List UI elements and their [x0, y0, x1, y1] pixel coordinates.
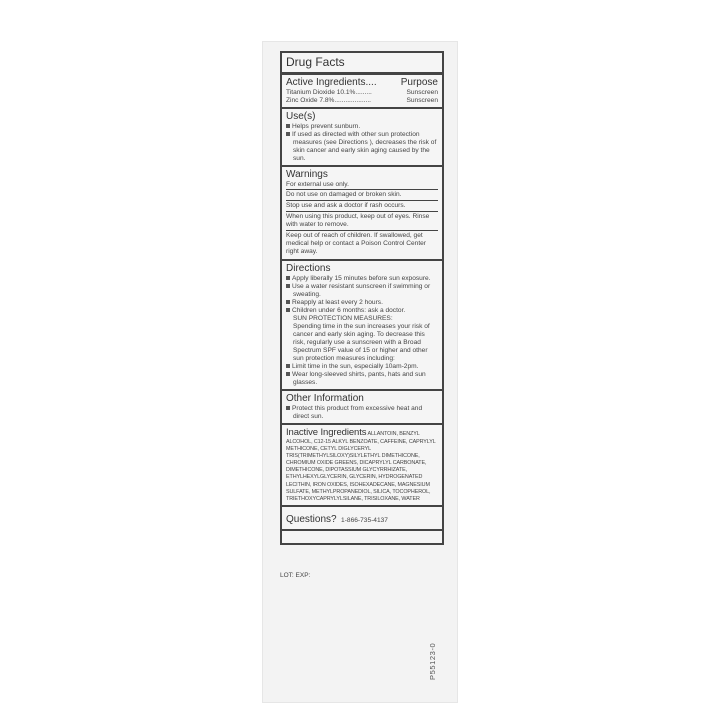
- bullet-icon: [286, 132, 290, 136]
- directions-item: Children under 6 months: ask a doctor.: [286, 307, 438, 315]
- directions-item: Reapply at least every 2 hours.: [286, 299, 438, 307]
- bullet-icon: [286, 372, 290, 376]
- bullet-icon: [286, 308, 290, 312]
- active-ingredients-section: [282, 75, 442, 109]
- questions-phone: 1-866-735-4137: [341, 516, 388, 524]
- bullet-icon: [286, 276, 290, 280]
- other-information-title: Other Information: [286, 393, 364, 404]
- bullet-icon: [286, 406, 290, 410]
- directions-item: Wear long-sleeved shirts, pants, hats and sun glasses.: [286, 371, 438, 387]
- other-information-section: [282, 391, 442, 425]
- bullet-icon: [286, 300, 290, 304]
- warning-line: For external use only.: [286, 181, 349, 188]
- inactive-ingredients-section: [282, 425, 442, 507]
- questions-title: Questions?: [286, 513, 337, 525]
- directions-item: Apply liberally 15 minutes before sun exposure.: [286, 275, 438, 283]
- bullet-icon: [286, 124, 290, 128]
- uses-section: [282, 109, 442, 167]
- directions-item: Limit time in the sun, especially 10am-2pm.: [286, 363, 438, 371]
- sun-protection-text: Spending time in the sun increases your risk of cancer and early skin aging. To decrease this risk, regularly use a sunscreen with a Broad Spectrum SPF value of 15 or higher and other sun protection measures including:: [293, 323, 430, 362]
- questions-line: [286, 509, 438, 527]
- blank-row: [282, 531, 442, 543]
- uses-item: Helps prevent sunburn.: [286, 123, 438, 131]
- drug-facts-title-section: [282, 53, 442, 75]
- product-label-card: [263, 42, 457, 702]
- warnings-title: Warnings: [286, 169, 328, 180]
- bullet-icon: [286, 284, 290, 288]
- directions-title: Directions: [286, 263, 331, 274]
- warning-line: Stop use and ask a doctor if rash occurs.: [286, 200, 438, 211]
- uses-title: Use(s): [286, 111, 316, 122]
- active-ingredient-row: Zinc Oxide 7.8% .................... Sunscreen: [286, 97, 438, 104]
- inactive-ingredients-text: Inactive Ingredients ALLANTOIN, BENZYL ALCOHOL, C12-15 ALKYL BENZOATE, CAFFEINE, CAPRYLYL METHICONE, CETYL DIGLYCERYL TRIS(TRIMETHYLSILOXY)SILYLETHYL DIMETHICONE, CHROMIUM OXIDE GREENS, DICAPRYLYL CARBONATE, DIMETHICONE, DIPOTASSIUM GLYCYRRHIZATE, ETHYLHEXYLGLYCERIN, GLYCERIN, HYDROGENATED LECITHIN, IRON OXIDES, ISOHEXADECANE, MAGNESIUM SULFATE, METHYLPROPANEDIOL, SILICA, TOCOPHEROL, TRIETHOXYCAPRYLYLSILANE, TRISILOXANE, WATER: [286, 427, 436, 502]
- sun-protection-heading: SUN PROTECTION MEASURES:: [293, 315, 393, 322]
- product-code: P55123-0: [428, 642, 437, 680]
- drug-facts-panel: [280, 51, 444, 545]
- uses-item: If used as directed with other sun protection measures (see Directions ), decreases the risk of skin cancer and early skin aging caused by the sun.: [286, 131, 438, 163]
- directions-item: Use a water resistant sunscreen if swimming or sweating.: [286, 283, 438, 299]
- warning-line: Keep out of reach of children. If swallowed, get medical help or contact a Poison Control Center right away.: [286, 230, 438, 257]
- warning-line: Do not use on damaged or broken skin.: [286, 189, 438, 200]
- warning-line: When using this product, keep out of eyes. Rinse with water to remove.: [286, 211, 438, 230]
- active-ingredient-row: Titanium Dioxide 10.1% ......... Sunscreen: [286, 89, 438, 96]
- warnings-section: [282, 167, 442, 261]
- other-information-item: Protect this product from excessive heat and direct sun.: [286, 405, 438, 421]
- questions-section: [282, 507, 442, 531]
- directions-section: [282, 261, 442, 391]
- inactive-ingredients-title: Inactive Ingredients: [286, 427, 367, 438]
- drug-facts-title: Drug Facts: [286, 55, 345, 69]
- lot-exp-label: LOT: EXP:: [280, 572, 311, 579]
- active-ingredients-header: Active Ingredients .... Purpose: [286, 77, 438, 88]
- bullet-icon: [286, 364, 290, 368]
